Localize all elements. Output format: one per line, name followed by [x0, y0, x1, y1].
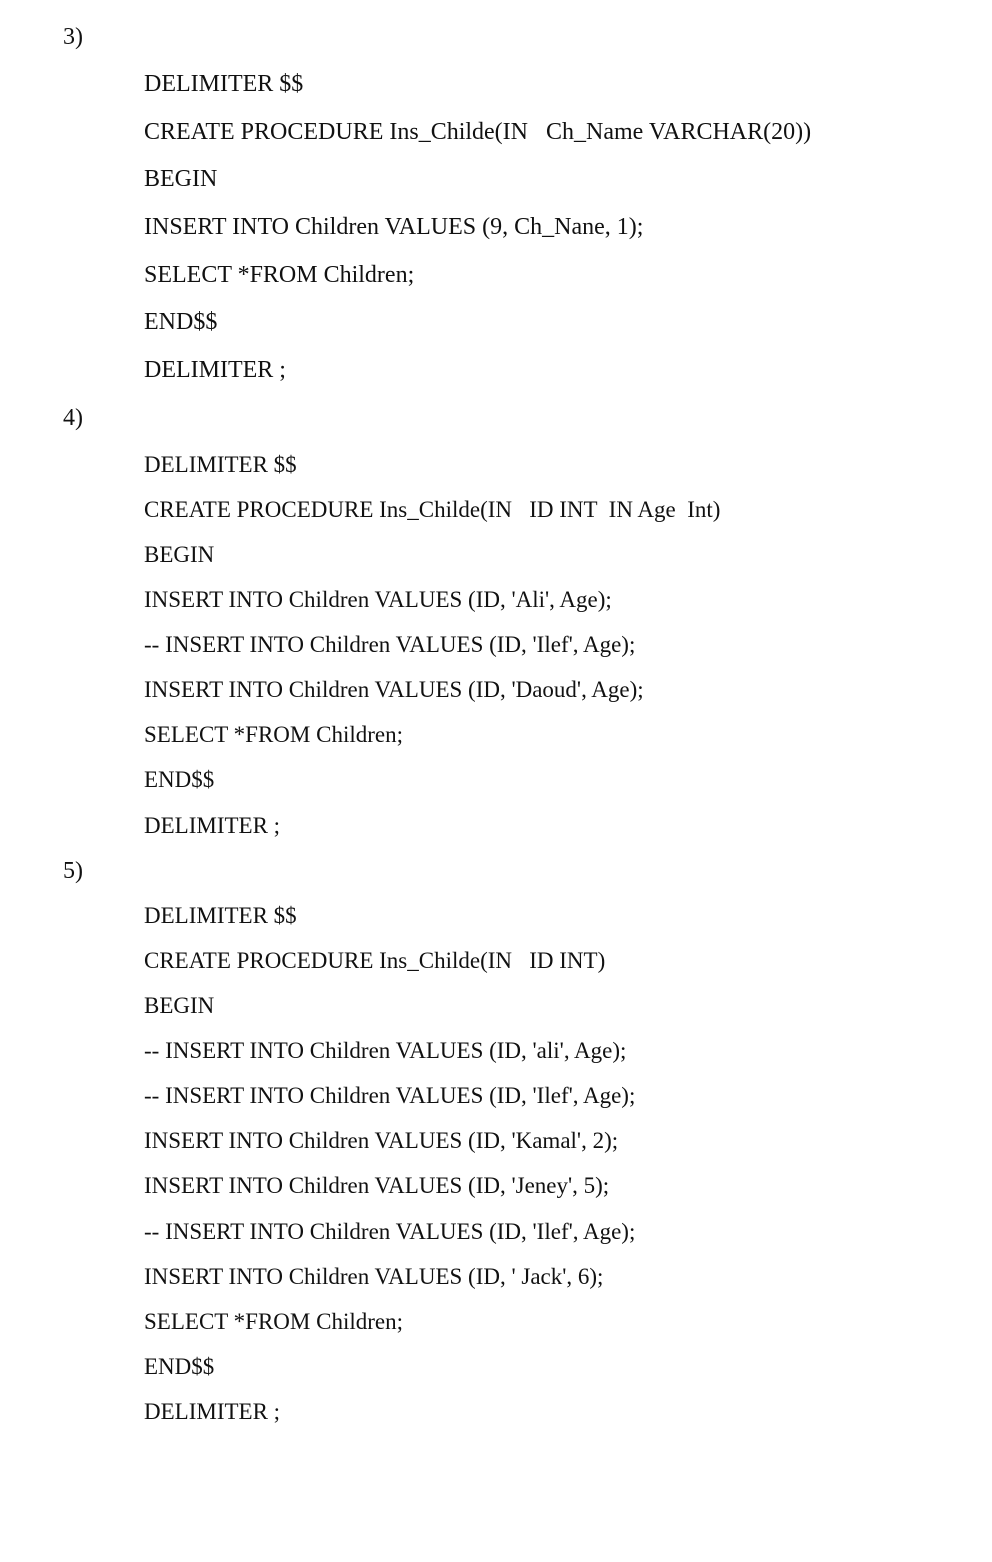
code-line: DELIMITER $$: [144, 452, 297, 477]
code-line: SELECT *FROM Children;: [144, 722, 403, 747]
code-line: DELIMITER ;: [144, 813, 281, 838]
code-line: DELIMITER $$: [144, 903, 297, 928]
section-number: 5): [63, 858, 83, 884]
code-line: INSERT INTO Children VALUES (ID, 'Ali', Age);: [144, 587, 612, 612]
code-line: INSERT INTO Children VALUES (9, Ch_Nane, 1);: [144, 214, 644, 240]
code-line: DELIMITER ;: [144, 1399, 281, 1424]
code-line: -- INSERT INTO Children VALUES (ID, 'Ilef', Age);: [144, 1219, 636, 1244]
section-number: 4): [63, 405, 83, 431]
code-line: -- INSERT INTO Children VALUES (ID, 'Ilef', Age);: [144, 1083, 636, 1108]
code-line: -- INSERT INTO Children VALUES (ID, 'ali', Age);: [144, 1038, 627, 1063]
code-line: -- INSERT INTO Children VALUES (ID, 'Ilef', Age);: [144, 632, 636, 657]
code-line: INSERT INTO Children VALUES (ID, 'Kamal', 2);: [144, 1128, 619, 1153]
code-line: BEGIN: [144, 993, 215, 1018]
code-line: END$$: [144, 1354, 215, 1379]
code-line: SELECT *FROM Children;: [144, 262, 415, 288]
code-line: INSERT INTO Children VALUES (ID, ' Jack', 6);: [144, 1264, 604, 1289]
code-line: END$$: [144, 309, 218, 335]
code-line: DELIMITER ;: [144, 357, 286, 383]
code-line: DELIMITER $$: [144, 71, 304, 97]
code-line: INSERT INTO Children VALUES (ID, 'Jeney', 5);: [144, 1173, 610, 1198]
code-line: CREATE PROCEDURE Ins_Childe(IN ID INT): [144, 948, 606, 973]
code-line: CREATE PROCEDURE Ins_Childe(IN ID INT IN Age Int): [144, 497, 721, 522]
code-line: INSERT INTO Children VALUES (ID, 'Daoud', Age);: [144, 677, 644, 702]
code-line: SELECT *FROM Children;: [144, 1309, 403, 1334]
code-line: BEGIN: [144, 166, 218, 192]
code-line: CREATE PROCEDURE Ins_Childe(IN Ch_Name VARCHAR(20)): [144, 119, 812, 145]
section-number: 3): [63, 24, 83, 50]
code-line: END$$: [144, 767, 215, 792]
code-line: BEGIN: [144, 542, 215, 567]
